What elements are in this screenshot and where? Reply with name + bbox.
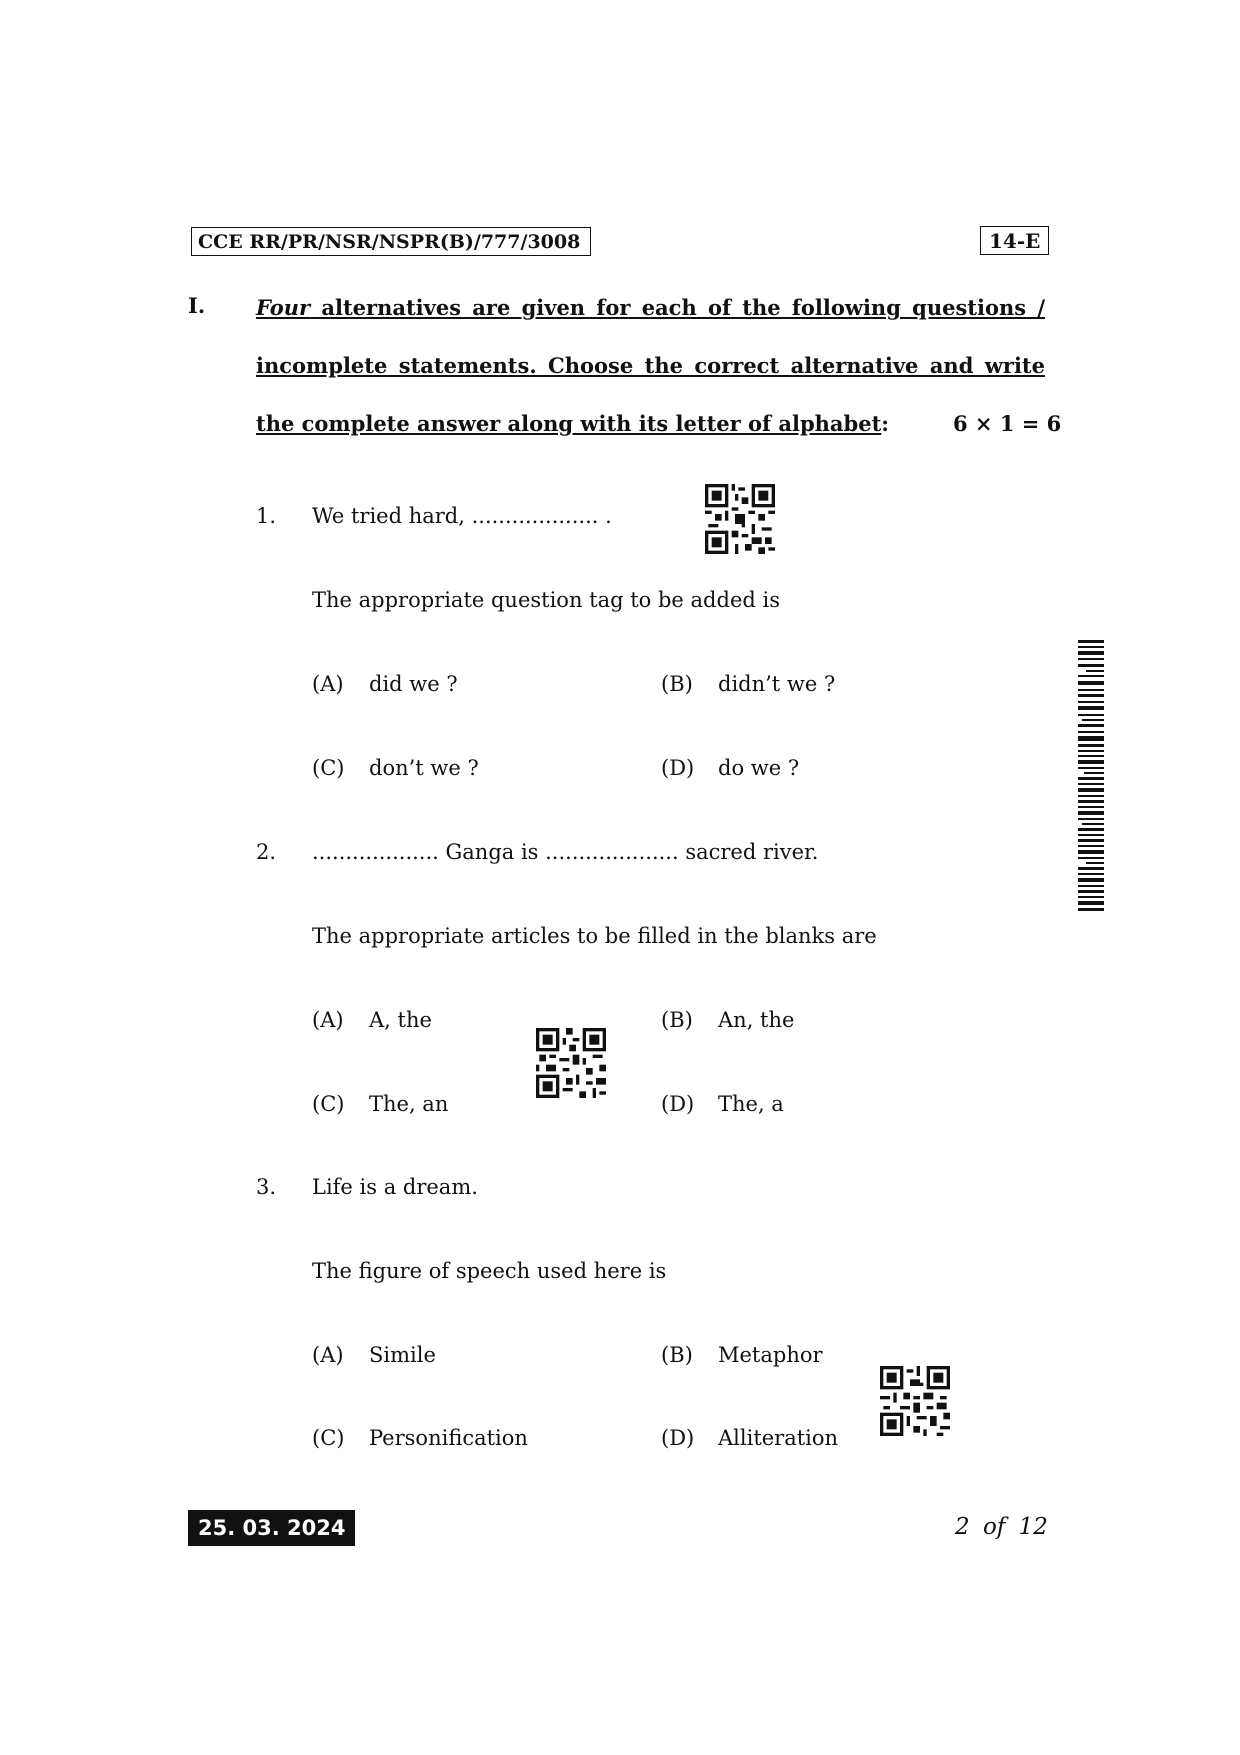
question-1-option-c xyxy=(312,756,479,780)
paper-code: CCE RR/PR/NSR/NSPR(B)/777/3008 xyxy=(191,227,591,256)
instruction-line-1 xyxy=(256,293,1045,323)
subject-code: 14-E xyxy=(980,226,1049,255)
instruction-line-3 xyxy=(256,409,889,439)
option-letter: (B) xyxy=(661,1343,693,1367)
qr-code-1 xyxy=(705,484,775,554)
option-letter: (C) xyxy=(312,1426,345,1450)
question-1-option-a xyxy=(312,672,458,696)
question-3-number: 3. xyxy=(256,1175,277,1199)
option-text: The, an xyxy=(369,1092,449,1116)
option-text: didn’t we ? xyxy=(718,672,836,696)
question-1-number: 1. xyxy=(256,504,277,528)
instruction-line-3-text: the complete answer along with its letter of alphabet xyxy=(256,411,882,436)
option-letter: (C) xyxy=(312,756,345,780)
option-text: An, the xyxy=(718,1008,795,1032)
exam-date: 25. 03. 2024 xyxy=(188,1510,355,1546)
question-3-text: Life is a dream. xyxy=(312,1175,478,1199)
question-2-text: ................... Ganga is .................... sacred river. xyxy=(312,840,819,864)
option-text: Metaphor xyxy=(718,1343,823,1367)
option-letter: (D) xyxy=(661,1092,695,1116)
option-letter: (A) xyxy=(312,1008,344,1032)
question-1-text: We tried hard, ................... . xyxy=(312,504,612,528)
page-number: 2 of 12 xyxy=(955,1514,1048,1540)
option-letter: (A) xyxy=(312,1343,344,1367)
option-letter: (C) xyxy=(312,1092,345,1116)
option-letter: (B) xyxy=(661,672,693,696)
question-2-option-d xyxy=(661,1092,784,1116)
question-3-option-b xyxy=(661,1343,823,1367)
section-marks: 6 × 1 = 6 xyxy=(953,411,1062,436)
question-1-option-d xyxy=(661,756,799,780)
option-text: Personification xyxy=(369,1426,528,1450)
option-text: A, the xyxy=(369,1008,432,1032)
question-1-option-b xyxy=(661,672,835,696)
option-letter: (D) xyxy=(661,1426,695,1450)
instruction-colon: : xyxy=(881,411,890,436)
question-3-option-c xyxy=(312,1426,528,1450)
question-2-option-a xyxy=(312,1008,432,1032)
option-text: Alliteration xyxy=(718,1426,839,1450)
question-3-option-a xyxy=(312,1343,436,1367)
question-3-option-d xyxy=(661,1426,838,1450)
option-text: do we ? xyxy=(718,756,800,780)
question-2-option-b xyxy=(661,1008,794,1032)
instruction-line-1-rest: alternatives are given for each of the following questions / xyxy=(310,295,1045,320)
option-letter: (A) xyxy=(312,672,344,696)
option-letter: (B) xyxy=(661,1008,693,1032)
qr-code-2 xyxy=(536,1028,606,1098)
question-2-number: 2. xyxy=(256,840,277,864)
question-3-prompt: The figure of speech used here is xyxy=(312,1259,667,1283)
option-text: don’t we ? xyxy=(369,756,479,780)
qr-code-3 xyxy=(880,1366,950,1436)
option-text: Simile xyxy=(369,1343,436,1367)
option-letter: (D) xyxy=(661,756,695,780)
barcode xyxy=(1078,640,1104,912)
option-text: The, a xyxy=(718,1092,784,1116)
instruction-emphasis: Four xyxy=(256,295,311,320)
section-number: I. xyxy=(188,293,206,318)
question-1-prompt: The appropriate question tag to be added is xyxy=(312,588,780,612)
instruction-line-2: incomplete statements. Choose the correct alternative and write xyxy=(256,353,1045,378)
question-2-prompt: The appropriate articles to be filled in the blanks are xyxy=(312,924,877,948)
question-2-option-c xyxy=(312,1092,448,1116)
option-text: did we ? xyxy=(369,672,458,696)
